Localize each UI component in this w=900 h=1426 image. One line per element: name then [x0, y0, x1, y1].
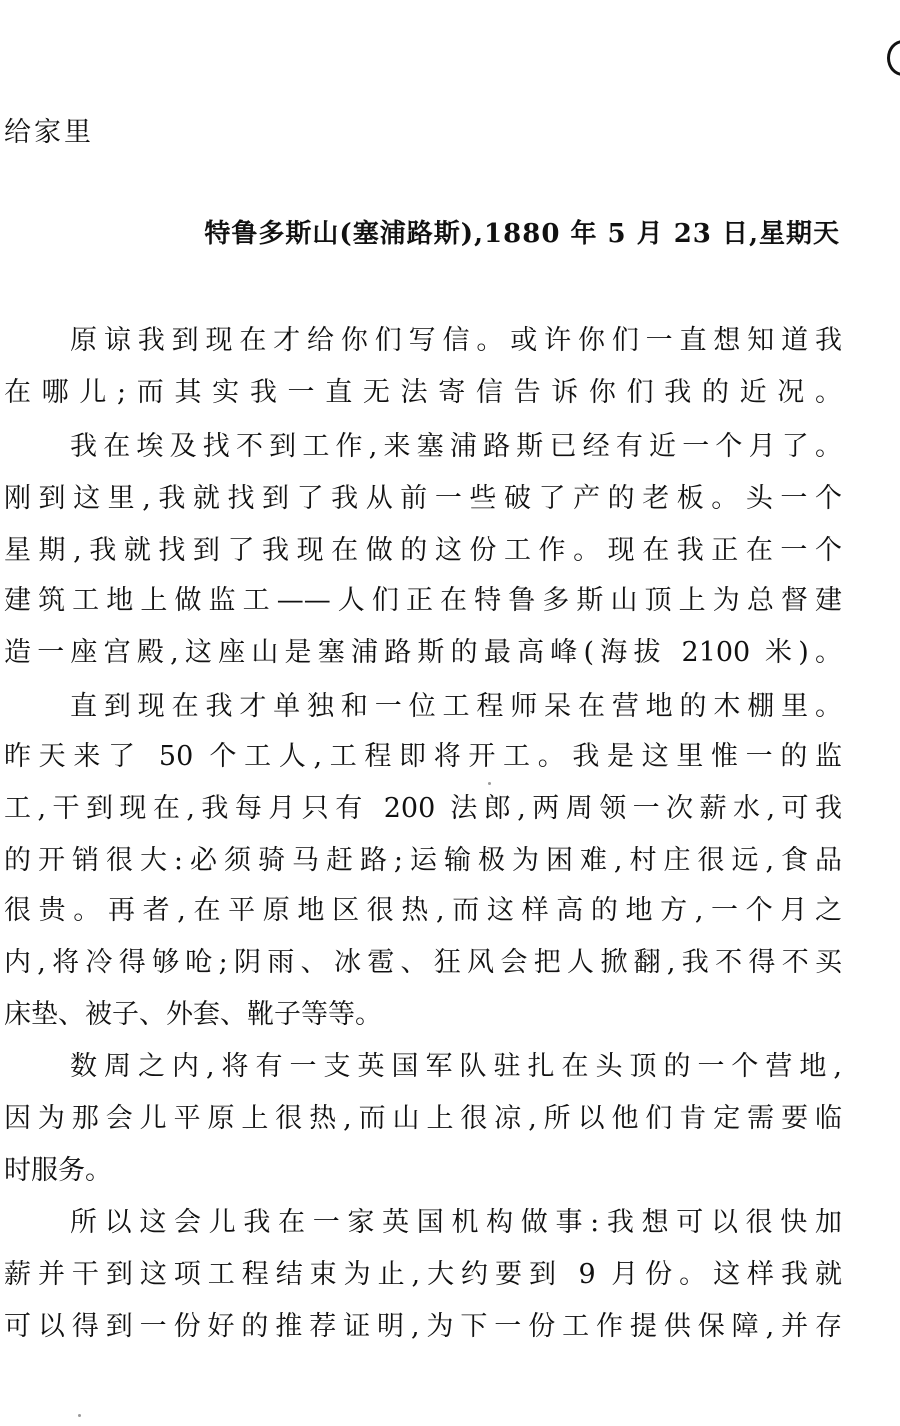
text-line: 薪并干到这项工程结束为止,大约要到 9 月份。这样我就 — [4, 1259, 842, 1290]
text-line: 造一座宫殿,这座山是塞浦路斯的最高峰(海拔 2100 米)。 — [4, 637, 842, 668]
text-line: 星期,我就找到了我现在做的这份工作。现在我正在一个 — [4, 535, 842, 566]
text-line: 建筑工地上做监工——人们正在特鲁多斯山顶上为总督建 — [4, 585, 842, 616]
scan-speck — [78, 1414, 81, 1417]
text-line: 工,干到现在,我每月只有 200 法郎,两周领一次薪水,可我 — [4, 793, 842, 824]
text-line: 昨天来了 50 个工人,工程即将开工。我是这里惟一的监 — [4, 741, 842, 772]
text-line: 很贵。再者,在平原地区很热,而这样高的地方,一个月之 — [4, 895, 842, 926]
text-line: 所以这会儿我在一家英国机构做事:我想可以很快加 — [70, 1207, 842, 1238]
text-line: 原谅我到现在才给你们写信。或许你们一直想知道我 — [70, 325, 842, 356]
text-line: 时服务。 — [4, 1155, 112, 1186]
text-line: 数周之内,将有一支英国军队驻扎在头顶的一个营地, — [70, 1051, 842, 1082]
text-line: 我在埃及找不到工作,来塞浦路斯已经有近一个月了。 — [70, 431, 842, 462]
text-line: 直到现在我才单独和一位工程师呆在营地的木棚里。 — [70, 691, 842, 722]
text-line: 的开销很大:必须骑马赶路;运输极为困难,村庄很远,食品 — [4, 845, 842, 876]
text-line: 因为那会儿平原上很热,而山上很凉,所以他们肯定需要临 — [4, 1103, 842, 1134]
text-line: 可以得到一份好的推荐证明,为下一份工作提供保障,并存 — [4, 1311, 842, 1342]
scan-speck — [488, 782, 491, 785]
text-line: 在哪儿;而其实我一直无法寄信告诉你们我的近况。 — [4, 377, 842, 408]
page-edge-mark — [887, 40, 900, 76]
text-line: 床垫、被子、外套、靴子等等。 — [4, 999, 382, 1030]
text-line: 内,将冷得够呛;阴雨、冰雹、狂风会把人掀翻,我不得不买 — [4, 947, 842, 978]
text-line: 刚到这里,我就找到了我从前一些破了产的老板。头一个 — [4, 483, 842, 514]
letter-dateline: 特鲁多斯山(塞浦路斯),1880 年 5 月 23 日,星期天 — [204, 219, 840, 249]
letter-heading: 给家里 — [4, 117, 94, 148]
